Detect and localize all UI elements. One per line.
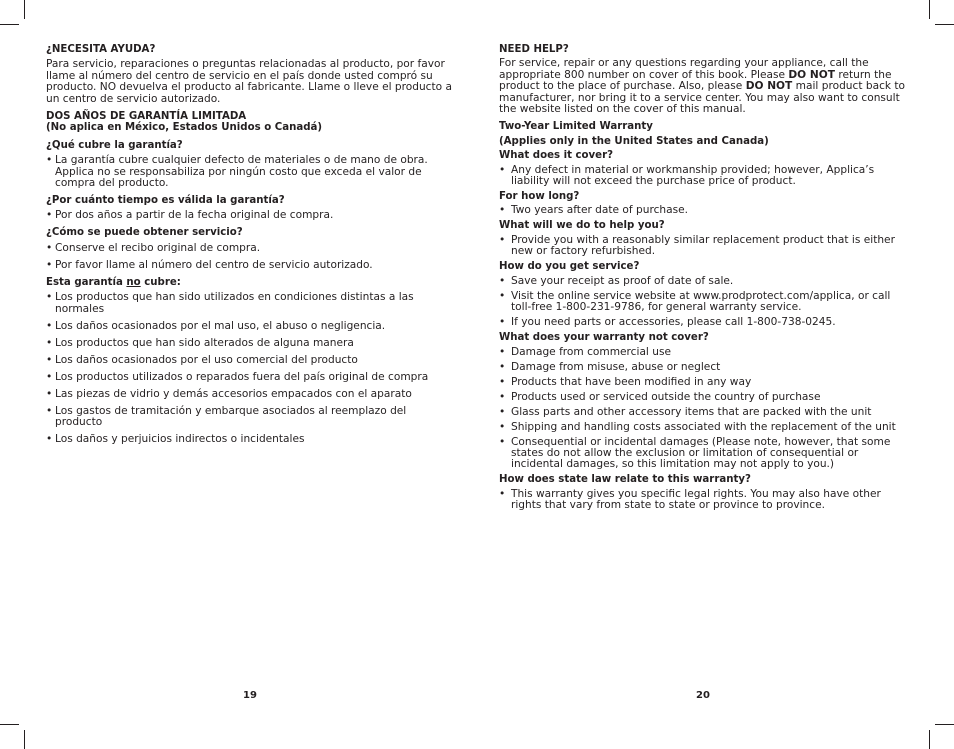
question-heading: What will we do to help you? <box>499 220 665 232</box>
list-item: • This warranty gives you specific legal rights. You may also have other rights that vary from state to state or province to province. <box>499 489 909 512</box>
not-covered-heading <box>46 277 456 288</box>
warranty-heading <box>46 111 456 134</box>
question-heading: What does it cover? <box>499 150 614 162</box>
spanish-warranty-column <box>46 44 456 451</box>
warranty-subtitle: (No aplica en México, Estados Unidos o Canadá) <box>46 122 323 134</box>
crop-mark <box>929 730 930 749</box>
list-item: • Los daños ocasionados por el uso comercial del producto <box>46 355 456 366</box>
crop-mark <box>0 724 19 725</box>
english-warranty-column <box>499 44 909 515</box>
list-item: • Los daños y perjuicios indirectos o incidentales <box>46 434 456 445</box>
intro-emphasis: DO NOT <box>788 68 835 81</box>
list-item: • Products used or serviced outside the country of purchase <box>499 392 909 403</box>
warranty-subtitle: (Applies only in the United States and Canada) <box>499 135 769 147</box>
list-item: • Conserve el recibo original de compra. <box>46 243 456 254</box>
section-title: NEED HELP? <box>499 44 569 55</box>
list-item: • Por favor llame al número del centro de servicio autorizado. <box>46 260 456 271</box>
list-item: • Consequential or incidental damages (Please note, however, that some states do not allow the exclusion or limitation of consequential or incidental damages, so this limitation may not apply to you.) <box>499 437 909 471</box>
crop-mark <box>935 24 954 25</box>
list-item: • Por dos años a partir de la fecha original de compra. <box>46 210 456 221</box>
intro-paragraph <box>499 58 909 115</box>
not-covered-pre: Esta garantía <box>46 276 123 288</box>
question-heading: What does your warranty not cover? <box>499 332 709 344</box>
question-heading: ¿Cómo se puede obtener servicio? <box>46 227 243 239</box>
question-heading: ¿Por cuánto tiempo es válida la garantía? <box>46 195 285 207</box>
list-item: • La garantía cubre cualquier defecto de materiales o de mano de obra. Applica no se responsabiliza por ningún costo que exceda el valor de compra del producto. <box>46 155 456 189</box>
crop-mark <box>24 0 25 19</box>
page-number: 20 <box>696 690 710 701</box>
question-heading: How does state law relate to this warranty? <box>499 474 751 486</box>
list-item: • Los productos que han sido utilizados en condiciones distintas a las normales <box>46 292 456 315</box>
crop-mark <box>24 730 25 749</box>
question-heading: How do you get service? <box>499 261 640 273</box>
section-title: ¿NECESITA AYUDA? <box>46 44 156 55</box>
list-item: • Shipping and handling costs associated with the replacement of the unit <box>499 422 909 433</box>
intro-text: mail product back to manufacturer, nor bring it to a service center. You may also want to consult the website listed on the cover of this manual. <box>499 80 906 116</box>
list-item: • Provide you with a reasonably similar replacement product that is either new or factory refurbished. <box>499 235 909 258</box>
list-item: • Las piezas de vidrio y demás accesorios empacados con el aparato <box>46 389 456 400</box>
crop-mark <box>935 724 954 725</box>
list-item: • Damage from commercial use <box>499 347 909 358</box>
not-covered-no: no <box>126 276 141 288</box>
list-item: • Los productos que han sido alterados de alguna manera <box>46 338 456 349</box>
intro-text: For service, repair or any questions regarding your appliance, call the appropriate 800 number on cover of this book. Please <box>499 57 869 81</box>
list-item: • Los gastos de tramitación y embarque asociados al reemplazo del producto <box>46 406 456 429</box>
intro-paragraph: Para servicio, reparaciones o preguntas relacionadas al producto, por favor llame al número del centro de servicio en el país donde usted compró su producto. NO devuelva el producto al fabricante. Llame o lleve el producto a un centro de servicio autorizado. <box>46 58 452 105</box>
warranty-title: DOS AÑOS DE GARANTÍA LIMITADA <box>46 111 247 123</box>
warranty-title: Two-Year Limited Warranty <box>499 121 653 133</box>
list-item: • Products that have been modified in any way <box>499 377 909 388</box>
list-item: • Save your receipt as proof of date of sale. <box>499 276 909 287</box>
not-covered-post: cubre: <box>144 276 181 288</box>
list-item: • Glass parts and other accessory items that are packed with the unit <box>499 407 909 418</box>
question-heading: For how long? <box>499 191 580 203</box>
page-number: 19 <box>243 690 257 701</box>
question-heading: ¿Qué cubre la garantía? <box>46 139 183 151</box>
crop-mark <box>929 0 930 19</box>
list-item: • Visit the online service website at www.prodprotect.com/applica, or call toll-free 1-800-231-9786, for general warranty service. <box>499 291 909 314</box>
intro-emphasis: DO NOT <box>745 80 793 93</box>
list-item: • Any defect in material or workmanship provided; however, Applica’s liability will not exceed the purchase price of product. <box>499 165 909 188</box>
list-item: • Two years after date of purchase. <box>499 205 909 216</box>
intro-text: return the product to the place of purchase. Also, please <box>499 68 892 93</box>
crop-mark <box>0 24 19 25</box>
list-item: • Los productos utilizados o reparados fuera del país original de compra <box>46 372 456 383</box>
list-item: • Los daños ocasionados por el mal uso, el abuso o negligencia. <box>46 321 456 332</box>
list-item: • If you need parts or accessories, please call 1-800-738-0245. <box>499 317 909 328</box>
list-item: • Damage from misuse, abuse or neglect <box>499 362 909 373</box>
